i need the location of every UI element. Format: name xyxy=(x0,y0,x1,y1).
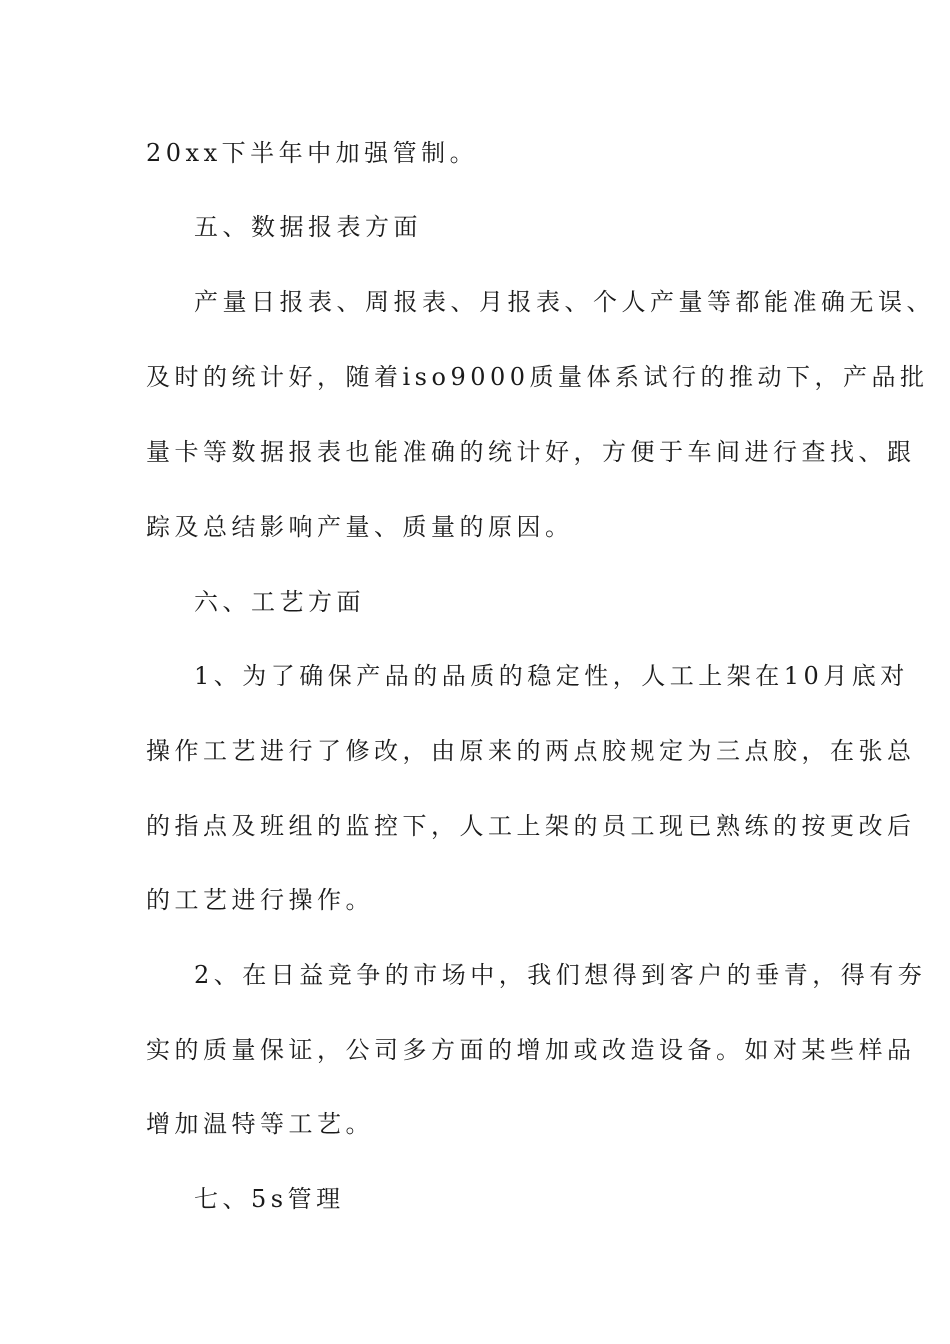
paragraph-line: 增加温特等工艺。 xyxy=(146,1110,374,1138)
section-heading-data-reports: 五、数据报表方面 xyxy=(194,213,422,241)
paragraph-line: 及时的统计好，随着iso9000质量体系试行的推动下，产品批 xyxy=(146,363,929,391)
paragraph-line: 实的质量保证，公司多方面的增加或改造设备。如对某些样品 xyxy=(146,1036,916,1064)
section-heading-process: 六、工艺方面 xyxy=(194,588,365,616)
paragraph-line: 操作工艺进行了修改，由原来的两点胶规定为三点胶，在张总 xyxy=(146,737,916,765)
paragraph-line: 的指点及班组的监控下，人工上架的员工现已熟练的按更改后 xyxy=(146,812,916,840)
paragraph-line: 1、为了确保产品的品质的稳定性，人工上架在10月底对 xyxy=(194,662,909,690)
paragraph-line: 2、在日益竞争的市场中，我们想得到客户的垂青，得有夯 xyxy=(194,961,927,989)
paragraph-line: 20xx下半年中加强管制。 xyxy=(146,139,479,167)
paragraph-line: 量卡等数据报表也能准确的统计好，方便于车间进行查找、跟 xyxy=(146,438,916,466)
paragraph-line: 踪及总结影响产量、质量的原因。 xyxy=(146,513,574,541)
paragraph-line: 产量日报表、周报表、月报表、个人产量等都能准确无误、 xyxy=(194,288,935,316)
section-heading-5s: 七、5s管理 xyxy=(194,1185,345,1213)
paragraph-line: 的工艺进行操作。 xyxy=(146,886,374,914)
